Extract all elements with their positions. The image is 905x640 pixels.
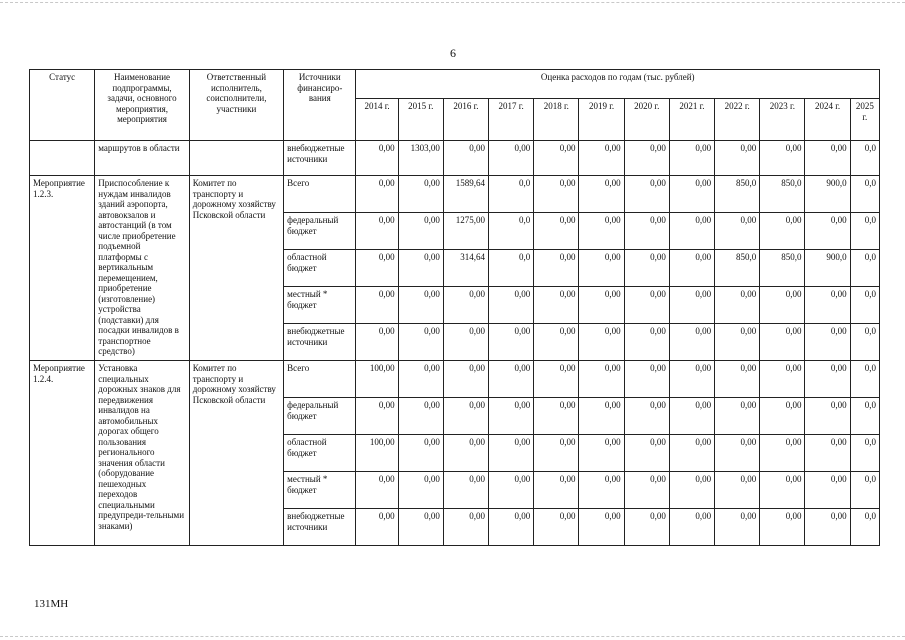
value-cell: 0,00 [805, 287, 850, 324]
value-cell: 0,00 [669, 250, 714, 287]
value-cell: 0,00 [624, 509, 669, 546]
budget-body [30, 141, 880, 546]
value-cell: 0,0 [850, 324, 879, 361]
value-cell: 0,00 [356, 472, 398, 509]
table-row [30, 361, 880, 398]
value-cell: 850,0 [760, 176, 805, 213]
value-cell: 900,0 [805, 250, 850, 287]
value-cell: 0,00 [443, 287, 488, 324]
value-cell: 0,00 [669, 509, 714, 546]
value-cell: 0,00 [534, 472, 579, 509]
value-cell: 0,00 [489, 287, 534, 324]
value-cell: 0,00 [579, 398, 624, 435]
value-cell: 0,00 [534, 509, 579, 546]
value-cell: 0,00 [715, 324, 760, 361]
value-cell: 0,00 [805, 509, 850, 546]
value-cell: 0,00 [489, 398, 534, 435]
value-cell: 0,00 [760, 472, 805, 509]
header-year: 2019 г. [579, 99, 624, 141]
table-row [30, 176, 880, 213]
source-cell: внебюджетные источники [284, 324, 356, 361]
value-cell: 1275,00 [443, 213, 488, 250]
name-cell: маршрутов в области [95, 141, 189, 176]
executor-cell: Комитет по транспорту и дорожному хозяйству Псковской области [189, 176, 283, 361]
source-cell: местный * бюджет [284, 287, 356, 324]
value-cell: 0,00 [398, 509, 443, 546]
value-cell: 0,00 [356, 398, 398, 435]
value-cell: 0,00 [398, 472, 443, 509]
value-cell: 0,00 [624, 324, 669, 361]
table-row [30, 141, 880, 176]
header-executor: Ответственный исполнитель, соисполнители, участники [189, 70, 283, 141]
value-cell: 900,0 [805, 176, 850, 213]
value-cell: 1303,00 [398, 141, 443, 176]
value-cell: 0,00 [579, 141, 624, 176]
value-cell: 0,00 [489, 324, 534, 361]
value-cell: 0,00 [398, 176, 443, 213]
status-cell [30, 141, 95, 176]
value-cell: 0,00 [534, 176, 579, 213]
value-cell: 0,00 [398, 213, 443, 250]
page-number: 6 [450, 46, 456, 60]
value-cell: 850,0 [715, 250, 760, 287]
footer-code: 131МН [34, 598, 69, 610]
value-cell: 0,00 [669, 361, 714, 398]
value-cell: 0,00 [669, 141, 714, 176]
value-cell: 0,00 [579, 287, 624, 324]
value-cell: 0,00 [534, 361, 579, 398]
scan-bottom-edge [0, 636, 905, 637]
value-cell: 0,00 [805, 213, 850, 250]
value-cell: 0,00 [760, 398, 805, 435]
value-cell: 0,00 [715, 509, 760, 546]
value-cell: 0,00 [760, 141, 805, 176]
status-cell: Мероприятие 1.2.3. [30, 176, 95, 361]
value-cell: 0,0 [850, 141, 879, 176]
scan-top-edge [0, 2, 905, 3]
value-cell: 0,00 [398, 435, 443, 472]
value-cell: 0,00 [669, 213, 714, 250]
source-cell: местный * бюджет [284, 472, 356, 509]
value-cell: 0,00 [579, 435, 624, 472]
value-cell: 0,00 [534, 398, 579, 435]
value-cell: 850,0 [715, 176, 760, 213]
value-cell: 0,00 [624, 176, 669, 213]
value-cell: 314,64 [443, 250, 488, 287]
value-cell: 0,00 [760, 509, 805, 546]
value-cell: 0,00 [489, 435, 534, 472]
status-cell: Мероприятие 1.2.4. [30, 361, 95, 546]
header-name: Наименование подпрограммы, задачи, основного мероприятия, мероприятия [95, 70, 189, 141]
budget-table [29, 69, 880, 546]
header-year: 2020 г. [624, 99, 669, 141]
value-cell: 0,00 [669, 287, 714, 324]
value-cell: 0,00 [443, 361, 488, 398]
value-cell: 0,00 [669, 435, 714, 472]
value-cell: 0,00 [356, 250, 398, 287]
value-cell: 0,0 [850, 250, 879, 287]
value-cell: 0,00 [579, 176, 624, 213]
header-year: 2018 г. [534, 99, 579, 141]
source-cell: Всего [284, 176, 356, 213]
value-cell: 0,00 [356, 213, 398, 250]
header-sources: Источники финансиро-вания [284, 70, 356, 141]
value-cell: 0,00 [489, 361, 534, 398]
value-cell: 0,0 [850, 287, 879, 324]
header-costs: Оценка расходов по годам (тыс. рублей) [356, 70, 880, 99]
source-cell: Всего [284, 361, 356, 398]
value-cell: 0,00 [398, 287, 443, 324]
value-cell: 0,00 [760, 213, 805, 250]
value-cell: 0,00 [534, 287, 579, 324]
value-cell: 0,0 [850, 509, 879, 546]
value-cell: 1589,64 [443, 176, 488, 213]
value-cell: 0,00 [398, 361, 443, 398]
value-cell: 0,00 [443, 324, 488, 361]
value-cell: 0,00 [715, 287, 760, 324]
header-row [30, 70, 880, 99]
value-cell: 0,00 [534, 213, 579, 250]
value-cell: 0,00 [624, 213, 669, 250]
value-cell: 0,00 [715, 141, 760, 176]
value-cell: 0,00 [356, 287, 398, 324]
value-cell: 0,0 [850, 435, 879, 472]
value-cell: 0,00 [579, 250, 624, 287]
value-cell: 0,00 [760, 287, 805, 324]
value-cell: 0,00 [805, 141, 850, 176]
value-cell: 0,0 [850, 472, 879, 509]
value-cell: 0,00 [624, 398, 669, 435]
header-status: Статус [30, 70, 95, 141]
value-cell: 0,00 [624, 250, 669, 287]
source-cell: федеральный бюджет [284, 398, 356, 435]
value-cell: 0,00 [624, 141, 669, 176]
value-cell: 0,00 [624, 472, 669, 509]
value-cell: 0,00 [579, 509, 624, 546]
value-cell: 0,00 [443, 509, 488, 546]
value-cell: 0,00 [805, 435, 850, 472]
value-cell: 0,00 [356, 324, 398, 361]
value-cell: 0,00 [534, 435, 579, 472]
value-cell: 850,0 [760, 250, 805, 287]
value-cell: 0,00 [760, 435, 805, 472]
value-cell: 0,0 [489, 176, 534, 213]
value-cell: 0,00 [715, 213, 760, 250]
header-year: 2014 г. [356, 99, 398, 141]
value-cell: 0,00 [443, 141, 488, 176]
value-cell: 0,00 [579, 361, 624, 398]
value-cell: 0,00 [805, 361, 850, 398]
header-year: 2016 г. [443, 99, 488, 141]
value-cell: 0,0 [850, 361, 879, 398]
value-cell: 0,00 [669, 324, 714, 361]
executor-cell: Комитет по транспорту и дорожному хозяйству Псковской области [189, 361, 283, 546]
value-cell: 0,00 [356, 176, 398, 213]
header-year: 2024 г. [805, 99, 850, 141]
value-cell: 0,00 [624, 435, 669, 472]
value-cell: 0,00 [805, 324, 850, 361]
header-year: 2021 г. [669, 99, 714, 141]
value-cell: 100,00 [356, 435, 398, 472]
source-cell: областной бюджет [284, 250, 356, 287]
source-cell: внебюджетные источники [284, 509, 356, 546]
value-cell: 0,00 [715, 398, 760, 435]
value-cell: 0,00 [489, 141, 534, 176]
header-year: 2015 г. [398, 99, 443, 141]
value-cell: 0,00 [579, 472, 624, 509]
value-cell: 0,0 [850, 213, 879, 250]
value-cell: 0,00 [805, 472, 850, 509]
executor-cell [189, 141, 283, 176]
value-cell: 0,0 [850, 398, 879, 435]
value-cell: 0,00 [398, 398, 443, 435]
value-cell: 0,00 [489, 509, 534, 546]
value-cell: 0,00 [669, 472, 714, 509]
value-cell: 0,00 [534, 250, 579, 287]
value-cell: 0,0 [489, 213, 534, 250]
value-cell: 0,00 [805, 398, 850, 435]
header-year: 2025 г. [850, 99, 879, 141]
value-cell: 0,00 [443, 435, 488, 472]
value-cell: 0,00 [760, 361, 805, 398]
value-cell: 0,00 [715, 435, 760, 472]
value-cell: 0,00 [443, 398, 488, 435]
value-cell: 100,00 [356, 361, 398, 398]
value-cell: 0,00 [715, 361, 760, 398]
value-cell: 0,00 [669, 176, 714, 213]
value-cell: 0,00 [624, 287, 669, 324]
value-cell: 0,00 [534, 324, 579, 361]
value-cell: 0,00 [534, 141, 579, 176]
value-cell: 0,00 [489, 472, 534, 509]
value-cell: 0,0 [850, 176, 879, 213]
header-year: 2022 г. [715, 99, 760, 141]
value-cell: 0,0 [489, 250, 534, 287]
source-cell: внебюджетные источники [284, 141, 356, 176]
name-cell: Приспособление к нуждам инвалидов зданий аэропорта, автовокзалов и автостанций (в том числе приобретение подъемной платформы с вертикальным перемещением, приобретение (изготовление) устройства (подставки) для посадки инвалидов в транспортное средство) [95, 176, 189, 361]
value-cell: 0,00 [579, 213, 624, 250]
header-year: 2023 г. [760, 99, 805, 141]
name-cell: Установка специальных дорожных знаков для передвижения инвалидов на автомобильных дорогах общего пользования регионального значения области (оборудование пешеходных переходов специальными предупреди-тельными знаками) [95, 361, 189, 546]
value-cell: 0,00 [624, 361, 669, 398]
source-cell: федеральный бюджет [284, 213, 356, 250]
header-year: 2017 г. [489, 99, 534, 141]
value-cell: 0,00 [356, 141, 398, 176]
source-cell: областной бюджет [284, 435, 356, 472]
value-cell: 0,00 [398, 324, 443, 361]
value-cell: 0,00 [356, 509, 398, 546]
value-cell: 0,00 [669, 398, 714, 435]
value-cell: 0,00 [715, 472, 760, 509]
value-cell: 0,00 [760, 324, 805, 361]
value-cell: 0,00 [579, 324, 624, 361]
value-cell: 0,00 [443, 472, 488, 509]
value-cell: 0,00 [398, 250, 443, 287]
